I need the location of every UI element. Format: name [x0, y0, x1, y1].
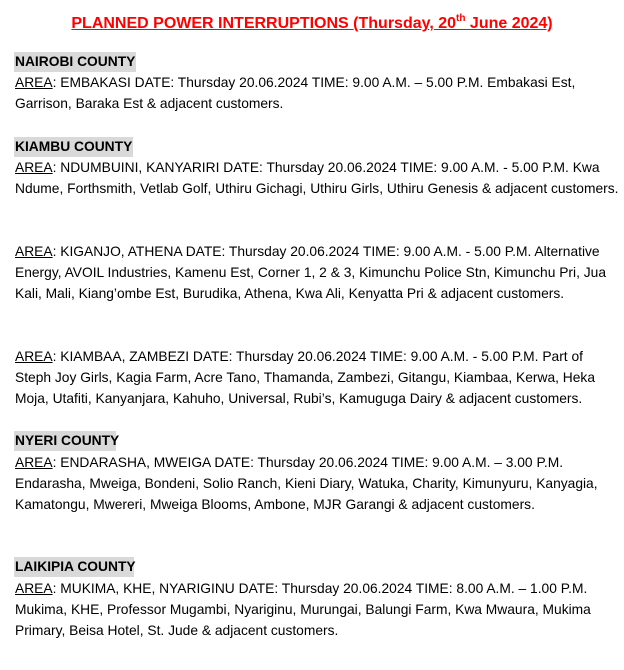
area-text: : NDUMBUINI, KANYARIRI DATE: Thursday 20.06.2024 TIME: 9.00 A.M. - 5.00 P.M. Kwa Ndume, Forthsmith, Vetlab Golf, Uthiru Gichagi, Uthiru Girls, Uthiru Genesis & adjacent customers. [15, 160, 619, 196]
area-entry [15, 452, 620, 515]
county-heading-nyeri: NYERI COUNTY [14, 431, 116, 451]
area-entry [15, 578, 620, 641]
area-text: : KIAMBAA, ZAMBEZI DATE: Thursday 20.06.2024 TIME: 9.00 A.M. - 5.00 P.M. Part of Steph Joy Girls, Kagia Farm, Acre Tano, Thamanda, Zambezi, Gitangu, Kiambaa, Kerwa, Heka Moja, Utafiti, Kanyanjara, Kahuho, Universal, Rubi’s, Kamuguga Dairy & adjacent customers. [15, 349, 596, 406]
area-label: AREA [15, 455, 53, 470]
county-heading-nairobi: NAIROBI COUNTY [14, 52, 136, 72]
area-entry [15, 72, 620, 114]
area-label: AREA [15, 244, 53, 259]
area-entry [15, 346, 620, 409]
area-entry [15, 157, 620, 199]
area-text: : ENDARASHA, MWEIGA DATE: Thursday 20.06.2024 TIME: 9.00 A.M. – 3.00 P.M. Endarasha, Mweiga, Bondeni, Solio Ranch, Kieni Diary, Watuka, Charity, Kimunyuru, Kanyagia, Kamatongu, Mwereri, Mweiga Blooms, Ambone, MJR Garangi & adjacent customers. [15, 455, 598, 512]
area-label: AREA [15, 349, 53, 364]
area-label: AREA [15, 581, 53, 596]
area-label: AREA [15, 75, 53, 90]
title-end: June 2024) [465, 15, 553, 32]
title-main: PLANNED POWER INTERRUPTIONS (Thursday, 20 [71, 15, 457, 32]
page-title [0, 13, 624, 35]
county-heading-laikipia: LAIKIPIA COUNTY [14, 557, 134, 577]
county-heading-kiambu: KIAMBU COUNTY [14, 137, 133, 157]
area-text: : MUKIMA, KHE, NYARIGINU DATE: Thursday 20.06.2024 TIME: 8.00 A.M. – 1.00 P.M. Mukima, KHE, Professor Mugambi, Nyariginu, Murungai, Balungi Farm, Kwa Mwaura, Mukima Primary, Beisa Hotel, St. Jude & adjacent customers. [15, 581, 591, 638]
title-superscript: th [456, 12, 466, 24]
area-text: : EMBAKASI DATE: Thursday 20.06.2024 TIME: 9.00 A.M. – 5.00 P.M. Embakasi Est, Garrison, Baraka Est & adjacent customers. [15, 75, 576, 111]
area-label: AREA [15, 160, 53, 175]
area-text: : KIGANJO, ATHENA DATE: Thursday 20.06.2024 TIME: 9.00 A.M. - 5.00 P.M. Alternative Energy, AVOIL Industries, Kamenu Est, Corner 1, 2 & 3, Kimunchu Police Stn, Kimunchu Pri, Jua Kali, Mali, Kiang’ombe Est, Burudika, Athena, Kwa Ali, Kenyatta Pri & adjacent customers. [15, 244, 606, 301]
area-entry [15, 241, 620, 304]
